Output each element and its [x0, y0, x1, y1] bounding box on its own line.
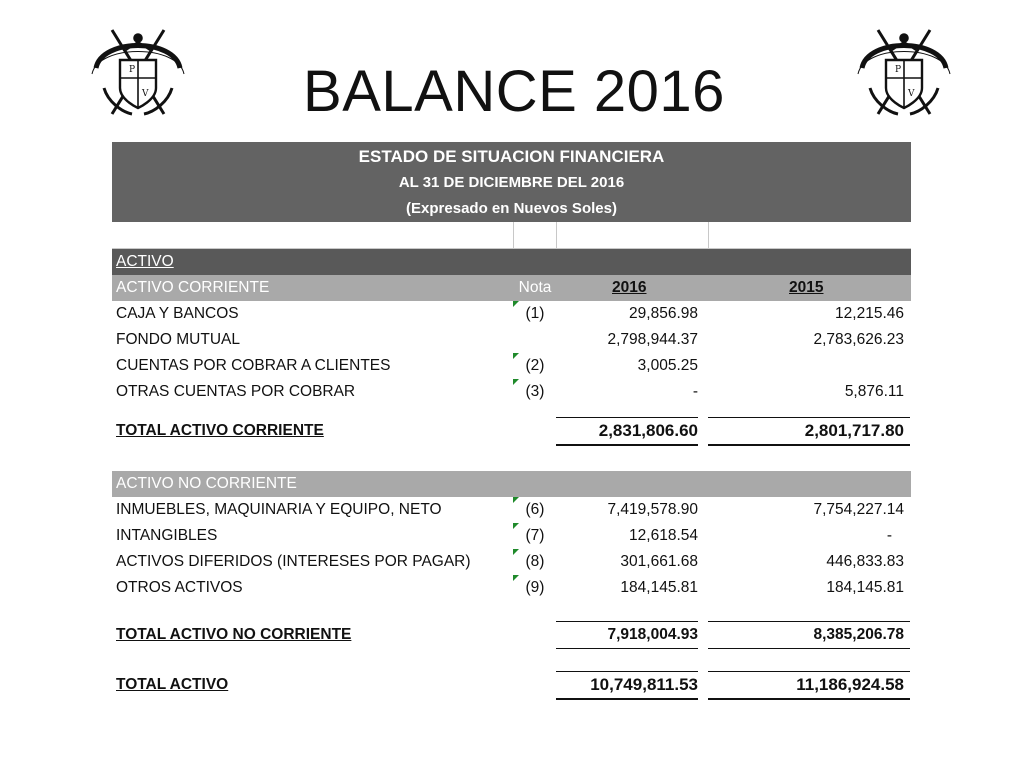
row-label: FONDO MUTUAL	[116, 331, 240, 348]
row-note: (1)	[525, 305, 545, 322]
spacer	[112, 405, 911, 417]
table-row	[112, 549, 911, 575]
row-label: OTRAS CUENTAS POR COBRAR	[116, 383, 356, 400]
total-activo-row	[112, 671, 911, 699]
row-value-2016: 12,618.54	[629, 527, 698, 544]
row-note: (7)	[525, 527, 545, 544]
row-note: (6)	[525, 501, 545, 518]
statement-date: AL 31 DE DICIEMBRE DEL 2016	[398, 174, 625, 191]
table-row	[112, 497, 911, 523]
row-value-2015: 184,145.81	[826, 579, 904, 596]
table-row	[112, 523, 911, 549]
row-value-2015: 5,876.11	[844, 383, 904, 400]
row-value-2016: 301,661.68	[620, 553, 698, 570]
svg-text:P: P	[129, 65, 136, 75]
row-value-2015: 2,783,626.23	[813, 331, 904, 348]
page-title: BALANCE 2016	[303, 59, 725, 124]
row-label: CAJA Y BANCOS	[116, 305, 239, 322]
spacer	[112, 601, 911, 621]
total-value-2015: 8,385,206.78	[813, 626, 904, 643]
spacer	[112, 649, 911, 671]
svg-text:V: V	[142, 89, 149, 99]
svg-text:P: P	[895, 65, 902, 75]
total-value-2016: 10,749,811.53	[590, 675, 698, 694]
row-value-2016: 7,419,578.90	[607, 501, 698, 518]
section-activo	[112, 249, 911, 275]
row-value-2016: 184,145.81	[620, 579, 698, 596]
row-label: INMUEBLES, MAQUINARIA Y EQUIPO, NETO	[116, 501, 442, 518]
total-label: TOTAL ACTIVO	[116, 676, 229, 693]
total-activo-no-corriente-row	[112, 621, 911, 649]
statement-header	[112, 142, 911, 222]
table-row	[112, 301, 911, 327]
table-row	[112, 379, 911, 405]
total-activo-corriente-row	[112, 417, 911, 445]
balance-sheet	[112, 142, 911, 699]
blank-grid-row	[112, 222, 911, 249]
row-value-2015: 446,833.83	[826, 553, 904, 570]
row-value-2016: 3,005.25	[637, 357, 698, 374]
row-note: (2)	[525, 357, 545, 374]
total-value-2015: 11,186,924.58	[796, 675, 904, 694]
total-label: TOTAL ACTIVO NO CORRIENTE	[116, 626, 352, 643]
row-value-2015: 12,215.46	[835, 305, 904, 322]
table-row	[112, 327, 911, 353]
row-value-2016: -	[692, 383, 698, 400]
table-row	[112, 575, 911, 601]
total-label: TOTAL ACTIVO CORRIENTE	[116, 422, 324, 439]
total-value-2016: 2,831,806.60	[598, 421, 698, 440]
statement-currency: (Expresado en Nuevos Soles)	[406, 200, 617, 217]
svg-text:V: V	[908, 89, 915, 99]
row-value-2015: 7,754,227.14	[813, 501, 904, 518]
row-note: (9)	[525, 579, 545, 596]
section-no-corriente-label: ACTIVO NO CORRIENTE	[116, 475, 297, 492]
row-note: (8)	[525, 553, 545, 570]
section-corriente-label: ACTIVO CORRIENTE	[116, 279, 270, 296]
row-label: ACTIVOS DIFERIDOS (INTERESES POR PAGAR)	[116, 553, 471, 570]
row-note: (3)	[525, 383, 545, 400]
statement-title: ESTADO DE SITUACION FINANCIERA	[358, 147, 665, 166]
column-header-2016: 2016	[612, 279, 647, 296]
column-header-2015: 2015	[789, 279, 824, 296]
row-label: INTANGIBLES	[116, 527, 218, 544]
total-value-2016: 7,918,004.93	[607, 626, 698, 643]
total-value-2015: 2,801,717.80	[804, 421, 904, 440]
row-value-2016: 29,856.98	[629, 305, 698, 322]
column-header-nota: Nota	[518, 279, 552, 296]
row-value-2016: 2,798,944.37	[607, 331, 698, 348]
section-activo-no-corriente	[112, 471, 911, 497]
row-label: OTROS ACTIVOS	[116, 579, 243, 596]
spacer	[112, 445, 911, 471]
section-activo-corriente	[112, 275, 911, 301]
table-row	[112, 353, 911, 379]
row-value-2015: -	[886, 527, 892, 544]
row-label: CUENTAS POR COBRAR A CLIENTES	[116, 357, 391, 374]
section-activo-label: ACTIVO	[116, 253, 174, 270]
